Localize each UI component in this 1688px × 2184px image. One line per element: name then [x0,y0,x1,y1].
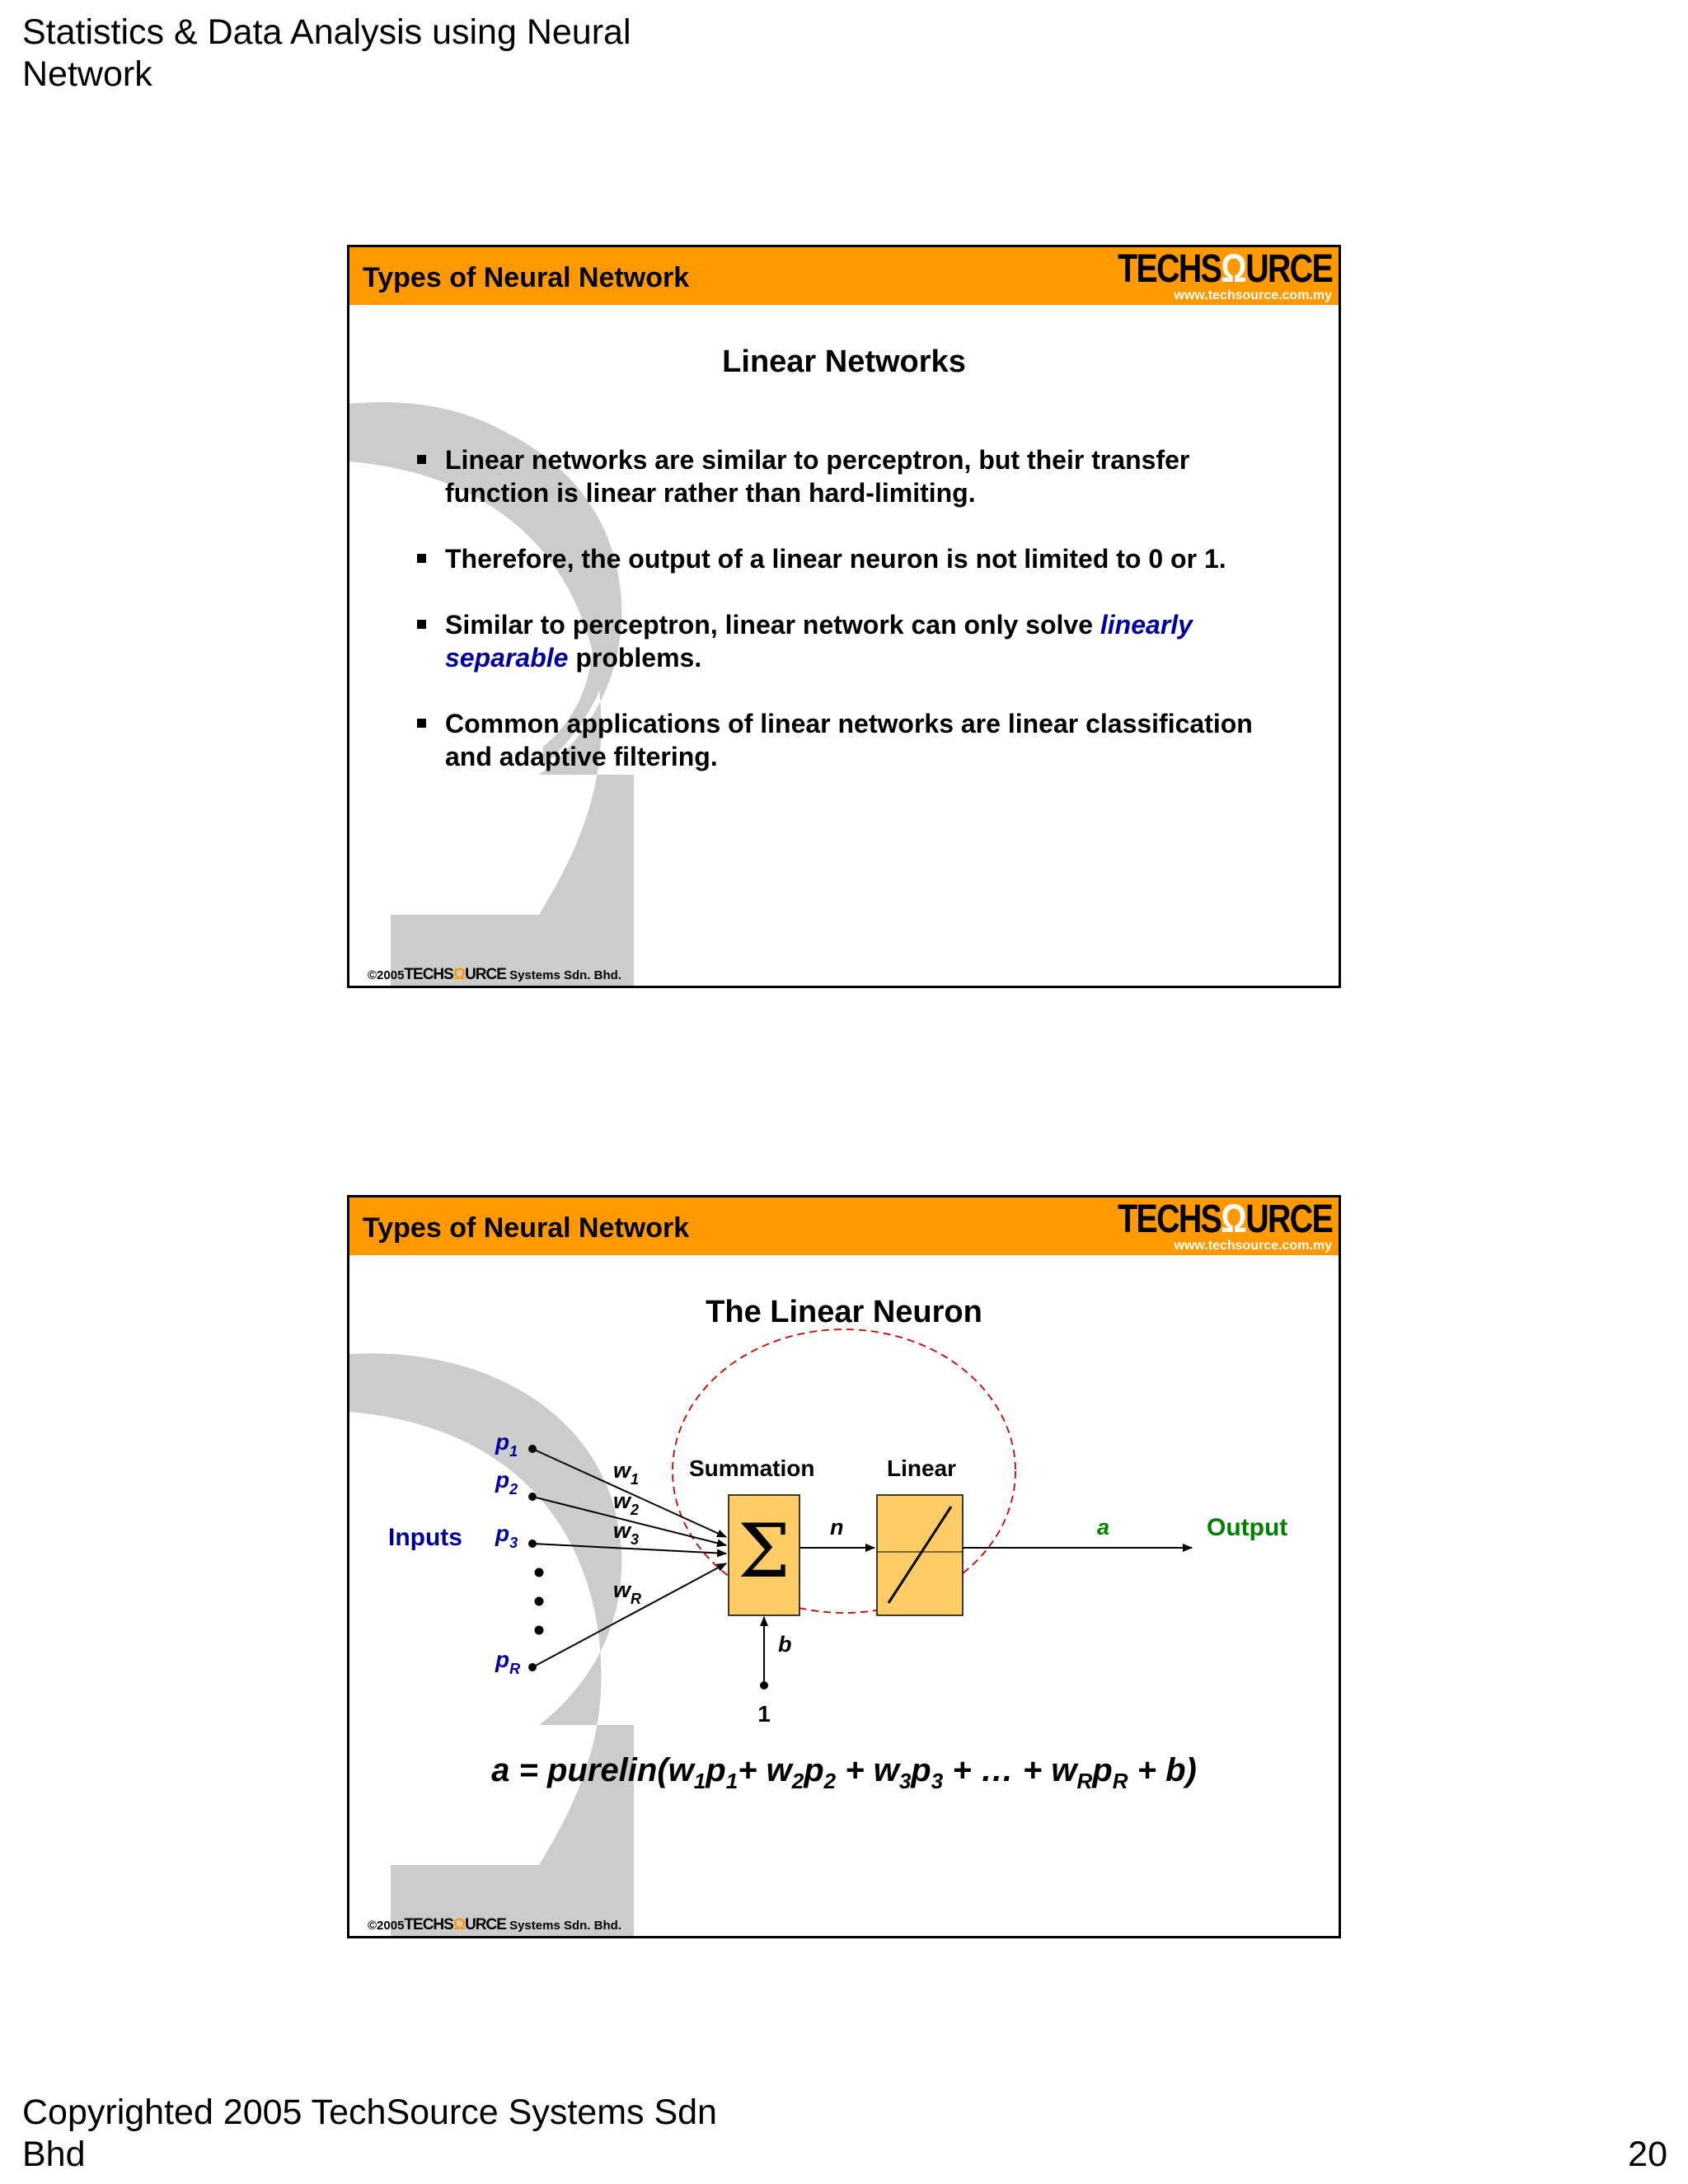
bullet-item: Therefore, the output of a linear neuron is not limited to 0 or 1. [417,542,1274,575]
slide-linear-networks [347,245,1341,988]
input-label: $p_3$ [495,1521,518,1551]
bullet-square-icon [417,554,426,563]
bullet-square-icon [417,620,426,629]
brand-url: www.techsource.com.my [1174,288,1332,302]
page-number: 20 [1628,2135,1667,2174]
emphasis-text: linearly separable [445,610,1193,673]
a-label: a [1097,1515,1110,1540]
bias-label: b [778,1632,792,1657]
bullet-square-icon [417,455,426,464]
summation-label: Summation [689,1455,815,1481]
slide-header [349,247,1339,305]
weight-label: $w_3$ [613,1518,640,1548]
bias-input-label: 1 [757,1701,771,1727]
slide-header-title: Types of Neural Network [363,262,690,293]
slide-copyright: ©2005TECHSΩURCE Systems Sdn. Bhd. [368,1916,621,1933]
slide-header-title: Types of Neural Network [363,1212,690,1244]
omega-icon: Ω [1221,1197,1246,1241]
brand-name: TECHSΩURCE [1117,247,1332,291]
slide-heading: The Linear Neuron [706,1295,982,1329]
output-label: Output [1207,1514,1288,1541]
techsource-logo [1071,247,1332,303]
input-label: $p_2$ [495,1467,518,1497]
ellipsis-dot [535,1626,544,1635]
omega-icon: Ω [1221,247,1246,291]
input-label: $p_R$ [495,1647,521,1677]
slide-linear-neuron [347,1195,1341,1938]
bullet-item: Linear networks are similar to perceptron, but their transfer function is linear rather than hard-limiting. [417,443,1274,509]
inputs-label: Inputs [388,1524,462,1551]
document-footer: Copyrighted 2005 TechSource Systems Sdn Bhd [22,2093,717,2174]
weight-label: $w_R$ [613,1577,642,1607]
linear-label: Linear [887,1455,957,1481]
slide-heading: Linear Networks [722,344,966,379]
brand-name: TECHSΩURCE [1117,1197,1332,1241]
brand-url: www.techsource.com.my [1174,1239,1332,1253]
bullet-square-icon [417,719,426,728]
input-label: $p_1$ [495,1429,518,1460]
document-title: Statistics & Data Analysis using Neural Network [22,12,631,94]
n-label: n [830,1515,844,1540]
bullet-item: Similar to perceptron, linear network can only solve linearly separable problems. [417,608,1274,674]
ellipsis-dot [535,1597,544,1606]
ellipsis-dot [535,1568,544,1577]
slide-copyright: ©2005TECHSΩURCE Systems Sdn. Bhd. [368,966,621,983]
purelin-equation: $a = purelin(w_1p_1+ w_2p_2 + w_3p_3$ + … + $w_Rp_R + b$) [491,1752,1197,1793]
bullet-list [417,443,1274,806]
bullet-item: Common applications of linear networks are linear classification and adaptive filtering. [417,707,1274,773]
linear-neuron-diagram [349,1197,1339,1936]
bias-node [760,1681,768,1690]
weight-label: $w_2$ [613,1488,640,1518]
weight-label: $w_1$ [613,1458,640,1488]
sigma-icon: Σ [738,1508,790,1595]
